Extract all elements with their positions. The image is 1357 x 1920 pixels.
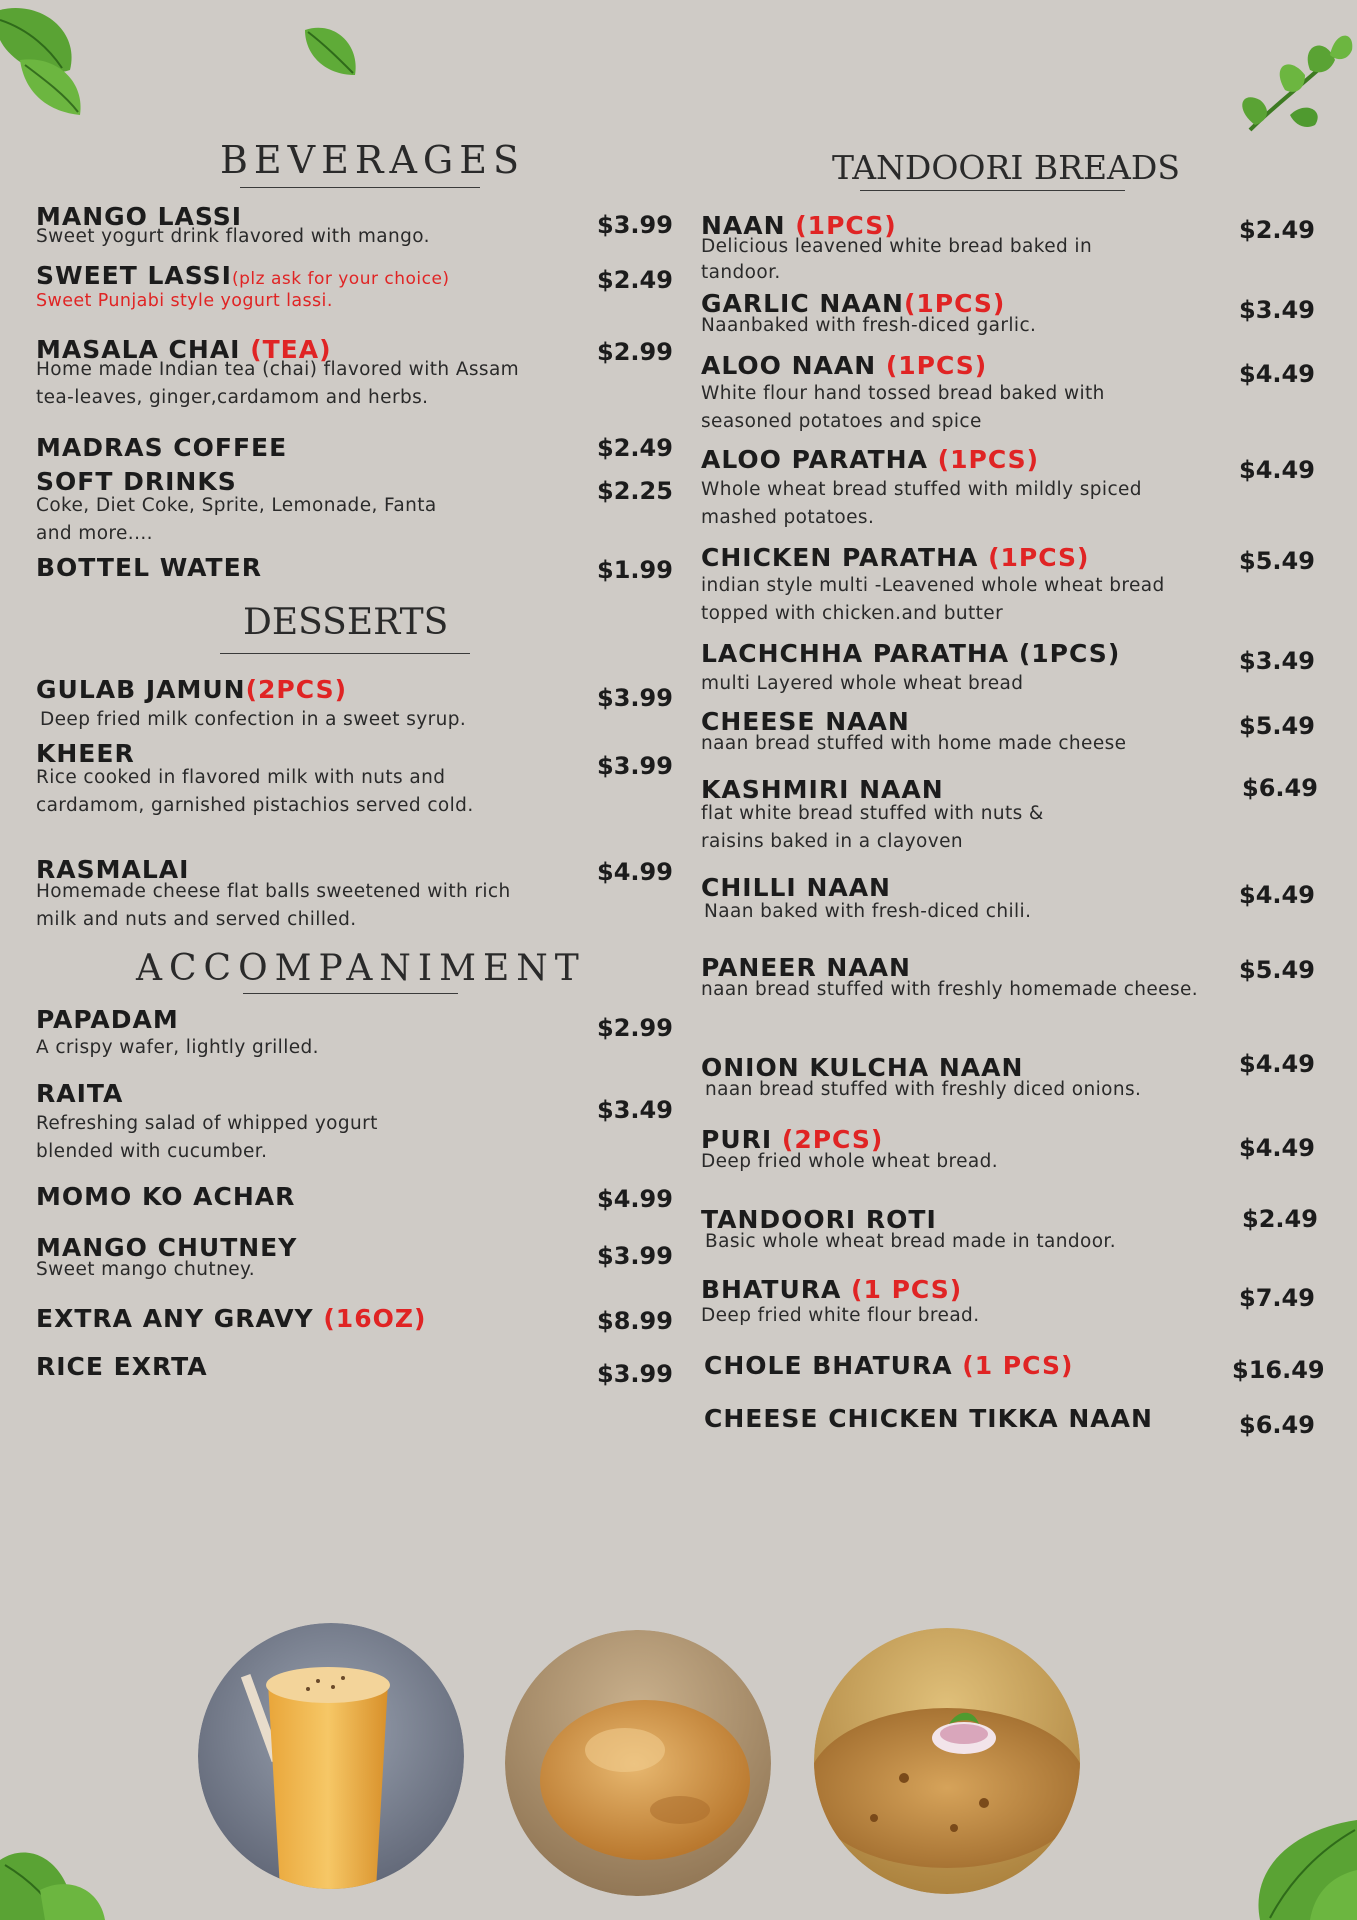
- menu-item-rice-exrta: [36, 1353, 208, 1381]
- menu-item-madras-coffee: [36, 434, 287, 462]
- item-price: $2.99: [597, 338, 673, 366]
- item-name: EXTRA ANY GRAVY: [36, 1304, 324, 1333]
- item-name: MOMO KO ACHAR: [36, 1182, 296, 1211]
- item-price: $4.99: [597, 858, 673, 886]
- menu-item-garlic-naan: [701, 290, 1171, 340]
- desserts-underline: [220, 653, 470, 654]
- item-price: $6.49: [1239, 1411, 1315, 1439]
- item-price: $4.49: [1239, 1050, 1315, 1078]
- menu-item-raita: [36, 1080, 496, 1166]
- item-name-red: (16OZ): [323, 1304, 427, 1333]
- menu-item-cheese-naan: [701, 708, 1221, 758]
- item-desc: Rice cooked in flavored milk with nuts and cardamom, garnished pistachios served cold.: [36, 767, 474, 816]
- item-price: $2.49: [597, 434, 673, 462]
- item-name: PANEER NAAN: [701, 953, 911, 982]
- item-desc: Whole wheat bread stuffed with mildly spiced mashed potatoes.: [701, 479, 1142, 528]
- item-desc: naan bread stuffed with home made cheese: [701, 733, 1127, 754]
- item-price: $3.99: [597, 1360, 673, 1388]
- item-desc: Refreshing salad of whipped yogurt blended with cucumber.: [36, 1113, 378, 1162]
- menu-item-chicken-paratha: [701, 544, 1181, 628]
- item-price: $3.99: [597, 211, 673, 239]
- item-name: NAAN: [701, 211, 796, 240]
- beverages-underline: [240, 187, 480, 188]
- item-name-red: (1 PCS): [851, 1275, 963, 1304]
- item-name: ALOO PARATHA: [701, 445, 938, 474]
- puri-photo: [505, 1630, 771, 1896]
- item-price: $2.49: [1239, 216, 1315, 244]
- menu-item-naan: [701, 212, 1171, 286]
- menu-item-mango-chutney: [36, 1234, 496, 1284]
- item-price: $4.49: [1239, 881, 1315, 909]
- item-price: $3.99: [597, 752, 673, 780]
- menu-item-tandoori-roti: [701, 1206, 1221, 1256]
- item-price: $16.49: [1232, 1356, 1325, 1384]
- menu-item-rasmalai: [36, 856, 576, 934]
- item-name: BOTTEL WATER: [36, 553, 262, 582]
- mint-leaf-bottom-right-icon: [1230, 1780, 1357, 1920]
- item-price: $7.49: [1239, 1284, 1315, 1312]
- item-name: SOFT DRINKS: [36, 467, 237, 496]
- item-name-red: (1 PCS): [962, 1351, 1074, 1380]
- menu-item-puri: [701, 1126, 1181, 1176]
- item-name: CHILLI NAAN: [701, 873, 891, 902]
- menu-item-kheer: [36, 740, 496, 820]
- item-name: TANDOORI ROTI: [701, 1205, 937, 1234]
- item-name: LACHCHHA PARATHA (1PCS): [701, 639, 1121, 668]
- item-name-red: (1PCS): [988, 543, 1090, 572]
- item-name: RAITA: [36, 1079, 124, 1108]
- menu-item-onion-kulcha-naan: [701, 1054, 1241, 1104]
- item-name: CHICKEN PARATHA: [701, 543, 989, 572]
- item-price: $5.49: [1239, 956, 1315, 984]
- item-name: MADRAS COFFEE: [36, 433, 288, 462]
- menu-item-masala-chai: [36, 336, 556, 412]
- tandoori-breads-title: TANDOORI BREADS: [832, 148, 1180, 187]
- menu-item-lachchha-paratha: [701, 640, 1181, 698]
- item-price: $4.99: [597, 1185, 673, 1213]
- menu-item-paneer-naan: [701, 954, 1221, 1004]
- item-name: ALOO NAAN: [701, 351, 886, 380]
- menu-item-gulab-jamun: [36, 676, 576, 734]
- tandoori-breads-underline: [860, 190, 1125, 191]
- mango-lassi-photo: [198, 1623, 464, 1889]
- item-price: $4.49: [1239, 1134, 1315, 1162]
- item-desc: A crispy wafer, lightly grilled.: [36, 1037, 319, 1058]
- menu-item-sweet-lassi: [36, 262, 556, 313]
- item-price: $1.99: [597, 556, 673, 584]
- item-name: GARLIC NAAN: [701, 289, 904, 318]
- menu-item-bhatura: [701, 1276, 1181, 1330]
- accompaniment-underline: [243, 993, 458, 994]
- item-name: PAPADAM: [36, 1005, 179, 1034]
- item-name-red: (2PCS): [245, 675, 347, 704]
- item-price: $2.99: [597, 1014, 673, 1042]
- item-price: $8.99: [597, 1307, 673, 1335]
- menu-item-bottel-water: [36, 554, 262, 582]
- paratha-photo: [814, 1628, 1080, 1894]
- item-desc: Deep fried white flour bread.: [701, 1305, 980, 1326]
- item-price: $2.25: [597, 477, 673, 505]
- item-name: MANGO LASSI: [36, 202, 243, 231]
- item-name: CHEESE CHICKEN TIKKA NAAN: [704, 1404, 1153, 1433]
- item-desc: indian style multi -Leavened whole wheat bread topped with chicken.and butter: [701, 575, 1165, 624]
- item-desc: Naan baked with fresh-diced chili.: [704, 901, 1032, 922]
- mint-leaf-top-left-icon: [0, 0, 110, 120]
- item-desc: Homemade cheese flat balls sweetened with rich milk and nuts and served chilled.: [36, 881, 511, 930]
- menu-item-aloo-paratha: [701, 446, 1181, 532]
- item-name-red: (1PCS): [937, 445, 1040, 474]
- item-name: SWEET LASSI: [36, 261, 232, 290]
- item-price: $5.49: [1239, 712, 1315, 740]
- mint-leaf-top-center-icon: [300, 20, 365, 80]
- accompaniment-title: ACCOMPANIMENT: [136, 948, 586, 989]
- item-name: RASMALAI: [36, 855, 190, 884]
- item-name: CHEESE NAAN: [701, 707, 910, 736]
- item-name: BHATURA: [701, 1275, 852, 1304]
- item-desc: White flour hand tossed bread baked with seasoned potatoes and spice: [701, 383, 1105, 432]
- desserts-title: DESSERTS: [243, 602, 449, 643]
- item-name: RICE EXRTA: [36, 1352, 208, 1381]
- beverages-title: BEVERAGES: [220, 138, 526, 182]
- item-name-red: (2PCS): [781, 1125, 884, 1154]
- item-name: GULAB JAMUN: [36, 675, 246, 704]
- menu-item-mango-lassi: [36, 203, 576, 251]
- item-desc: Delicious leavened white bread baked in tandoor.: [701, 236, 1093, 283]
- item-desc: multi Layered whole wheat bread: [701, 673, 1024, 694]
- menu-item-kashmiri-naan: [701, 776, 1121, 856]
- menu-item-chole-bhatura: [704, 1352, 1073, 1380]
- menu-item-chilli-naan: [701, 874, 1181, 926]
- item-name: ONION KULCHA NAAN: [701, 1053, 1024, 1082]
- item-name: PURI: [701, 1125, 782, 1154]
- item-name: MASALA CHAI: [36, 335, 251, 364]
- item-price: $5.49: [1239, 547, 1315, 575]
- item-desc: Sweet yogurt drink flavored with mango.: [36, 226, 430, 247]
- item-desc: Deep fried whole wheat bread.: [701, 1151, 999, 1172]
- item-desc: Naanbaked with fresh-diced garlic.: [701, 315, 1037, 336]
- item-note: (plz ask for your choice): [231, 269, 450, 289]
- item-desc: flat white bread stuffed with nuts & raisins baked in a clayoven: [701, 803, 1044, 852]
- item-desc: Sweet Punjabi style yogurt lassi.: [36, 291, 333, 311]
- menu-item-cheese-chicken-tikka-naan: [704, 1405, 1153, 1433]
- item-price: $4.49: [1239, 456, 1315, 484]
- menu-item-extra-any-gravy: [36, 1305, 426, 1333]
- item-price: $3.49: [1239, 647, 1315, 675]
- item-desc: Deep fried milk confection in a sweet syrup.: [40, 709, 467, 730]
- item-desc: Coke, Diet Coke, Sprite, Lemonade, Fanta and more....: [36, 495, 437, 544]
- item-price: $3.99: [597, 684, 673, 712]
- menu-item-soft-drinks: [36, 468, 496, 548]
- item-desc: Sweet mango chutney.: [36, 1259, 255, 1280]
- item-desc: naan bread stuffed with freshly diced onions.: [705, 1079, 1142, 1100]
- menu-item-momo-ko-achar: [36, 1183, 295, 1211]
- menu-item-aloo-naan: [701, 352, 1181, 436]
- item-desc: naan bread stuffed with freshly homemade cheese.: [701, 979, 1199, 1000]
- item-name-red: (1PCS): [903, 289, 1006, 318]
- mint-leaf-bottom-left-icon: [0, 1820, 110, 1920]
- item-name: MANGO CHUTNEY: [36, 1233, 298, 1262]
- item-price: $2.49: [597, 266, 673, 294]
- basil-sprig-top-right-icon: [1230, 20, 1357, 140]
- item-desc: Basic whole wheat bread made in tandoor.: [705, 1231, 1117, 1252]
- item-name: KASHMIRI NAAN: [701, 775, 944, 804]
- item-price: $3.99: [597, 1242, 673, 1270]
- item-name-red: (TEA): [250, 335, 332, 364]
- item-price: $4.49: [1239, 360, 1315, 388]
- item-name: KHEER: [36, 739, 135, 768]
- item-price: $6.49: [1242, 774, 1318, 802]
- item-price: $3.49: [1239, 296, 1315, 324]
- item-name: CHOLE BHATURA: [704, 1351, 963, 1380]
- item-price: $3.49: [597, 1096, 673, 1124]
- item-desc: Home made Indian tea (chai) flavored with Assam tea-leaves, ginger,cardamom and herbs.: [36, 359, 520, 408]
- menu-item-papadam: [36, 1006, 536, 1062]
- item-name-red: (1PCS): [885, 351, 988, 380]
- item-name-red: (1PCS): [795, 211, 897, 240]
- item-price: $2.49: [1242, 1205, 1318, 1233]
